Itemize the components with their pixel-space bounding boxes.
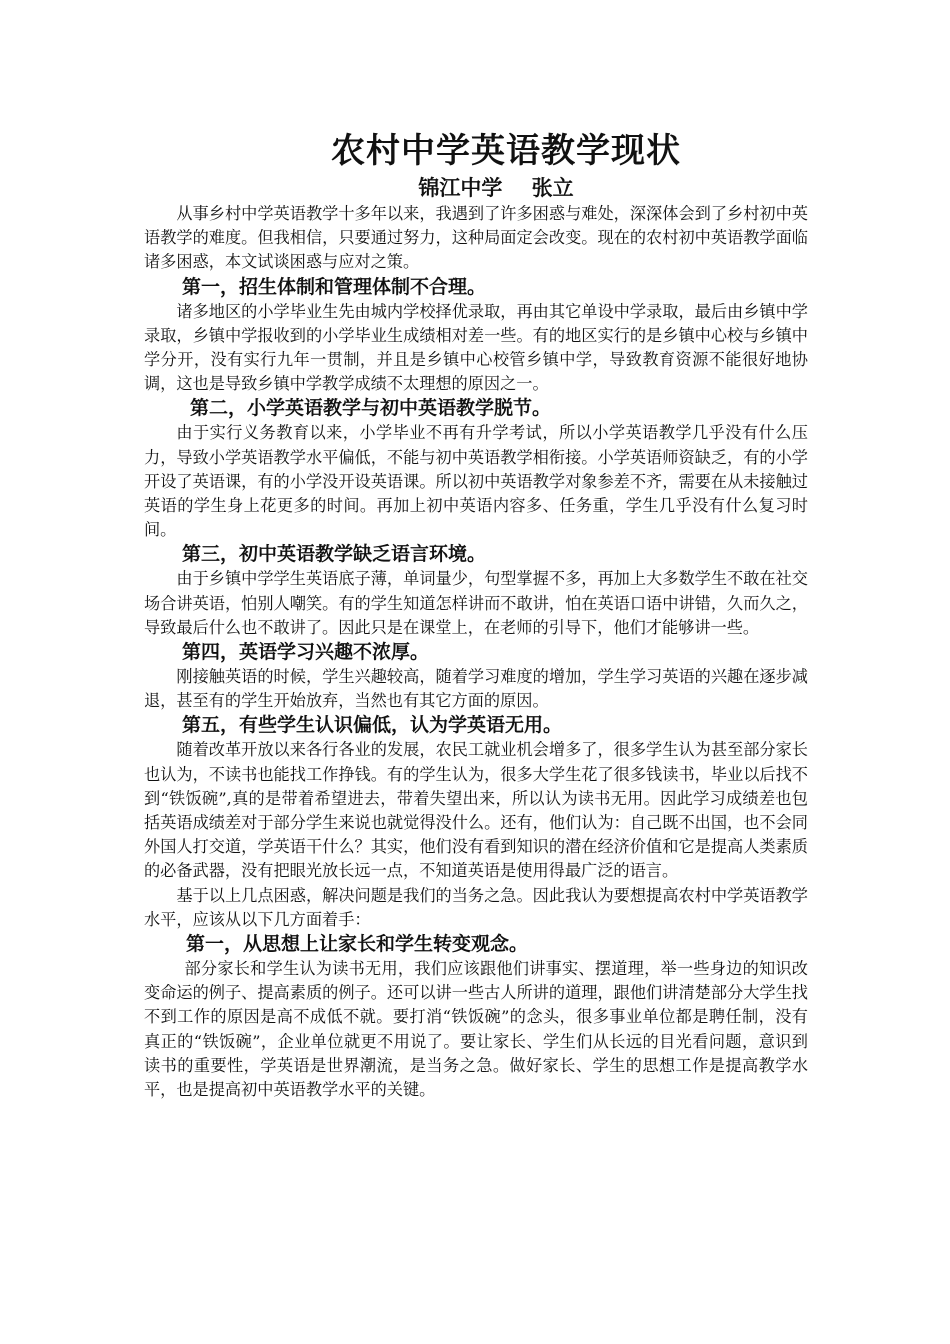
section-body-3: 由于乡镇中学学生英语底子薄，单词量少，句型掌握不多，再加上大多数学生不敢在社交场合讲英语，怕别人嘲笑。有的学生知道怎样讲而不敢讲，怕在英语口语中讲错，久而久之，导致最后什么也不敢讲了。因此只是在课堂上，在老师的引导下，他们才能够讲一些。	[144, 569, 808, 637]
section-heading-3: 第三，初中英语教学缺乏语言环境。	[182, 543, 487, 566]
document-title: 农村中学英语教学现状	[331, 131, 681, 171]
section-body-2: 由于实行义务教育以来，小学毕业不再有升学考试，所以小学英语教学几乎没有什么压力，导致小学英语教学水平偏低，不能与初中英语教学相衔接。小学英语师资缺乏，有的小学开设了英语课，有的小学没开设英语课。所以初中英语教学对象参差不齐，需要在从未接触过英语的学生身上花更多的时间。再加上初中英语内容多、任务重，学生几乎没有什么复习时间。	[144, 423, 808, 540]
solution-body-1: 部分家长和学生认为读书无用，我们应该跟他们讲事实、摆道理，举一些身边的知识改变命运的例子、提高素质的例子。还可以讲一些古人所讲的道理，跟他们讲清楚部分大学生找不到工作的原因是高不成低不就。要打消“铁饭碗”的念头，很多事业单位都是聘任制，没有真正的“铁饭碗”，企业单位就更不用说了。要让家长、学生们从长远的目光看问题，意识到读书的重要性，学英语是世界潮流，是当务之急。做好家长、学生的思想工作是提高教学水平，也是提高初中英语教学水平的关键。	[144, 959, 808, 1100]
section-heading-1: 第一，招生体制和管理体制不合理。	[182, 275, 487, 298]
section-heading-5: 第五，有些学生认识偏低，认为学英语无用。	[182, 714, 563, 737]
section-heading-2: 第二，小学英语教学与初中英语教学脱节。	[190, 397, 552, 420]
section-body-4: 刚接触英语的时候，学生兴趣较高，随着学习难度的增加，学生学习英语的兴趣在逐步减退，甚至有的学生开始放弃，当然也有其它方面的原因。	[144, 667, 808, 711]
section-body-5: 随着改革开放以来各行各业的发展，农民工就业机会增多了，很多学生认为甚至部分家长也认为，不读书也能找工作挣钱。有的学生认为，很多大学生花了很多钱读书，毕业以后找不到“铁饭碗”,真的是带着希望进去，带着失望出来，所以认为读书无用。因此学习成绩差也包括英语成绩差对于部分学生来说也就觉得没什么。还有，他们认为：自己既不出国，也不会同外国人打交道，学英语干什么？其实，他们没有看到知识的潜在经济价值和它是提高人类素质的必备武器，没有把眼光放长远一点，不知道英语是使用得最广泛的语言。	[144, 740, 808, 881]
solution-heading-1: 第一，从思想上让家长和学生转变观念。	[186, 933, 529, 956]
author-line: 锦江中学 张立	[418, 176, 574, 200]
section-heading-4: 第四，英语学习兴趣不浓厚。	[182, 641, 430, 664]
document-page	[144, 128, 808, 1102]
transition-paragraph: 基于以上几点困惑，解决问题是我们的当务之急。因此我认为要想提高农村中学英语教学水平，应该从以下几方面着手：	[144, 885, 808, 929]
intro-paragraph: 从事乡村中学英语教学十多年以来，我遇到了许多困惑与难处，深深体会到了乡村初中英语教学的难度。但我相信，只要通过努力，这种局面定会改变。现在的农村初中英语教学面临诸多困惑，本文试谈困惑与应对之策。	[144, 204, 808, 272]
section-body-1: 诸多地区的小学毕业生先由城内学校择优录取，再由其它单设中学录取，最后由乡镇中学录取，乡镇中学报收到的小学毕业生成绩相对差一些。有的地区实行的是乡镇中心校与乡镇中学分开，没有实行九年一贯制，并且是乡镇中心校管乡镇中学，导致教育资源不能很好地协调，这也是导致乡镇中学教学成绩不太理想的原因之一。	[144, 301, 808, 394]
